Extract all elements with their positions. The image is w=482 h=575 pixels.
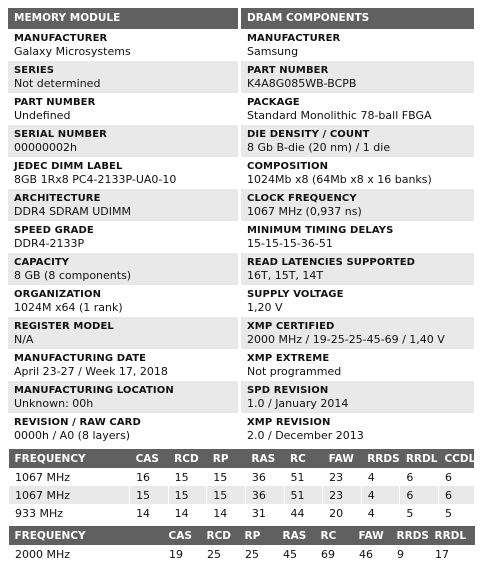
timing-cell: 17 — [429, 545, 475, 563]
timing-column-header: FAW — [323, 449, 362, 468]
dram-field-label: DIE DENSITY / COUNT — [247, 129, 370, 140]
timing-column-header: CAS — [163, 526, 201, 545]
module-field-label: SERIES — [14, 65, 55, 76]
module-field-value: 0000h / A0 (8 layers) — [14, 429, 131, 442]
dram-field-value: Samsung — [247, 45, 299, 58]
timing-cell: 31 — [245, 504, 284, 522]
dram-field — [241, 413, 474, 445]
timing-column-header: RRDL — [400, 449, 439, 468]
dram-field — [241, 317, 474, 349]
module-field — [8, 413, 238, 445]
timing-cell: 6 — [400, 468, 439, 486]
module-field — [8, 189, 238, 221]
module-field-value: Not determined — [14, 77, 101, 90]
timing-column-header: RC — [315, 526, 353, 545]
timing-cell: 46 — [353, 545, 391, 563]
timing-column-header: RRDL — [429, 526, 475, 545]
timing-cell: 51 — [284, 486, 323, 504]
timing-column-header: RAS — [277, 526, 315, 545]
timing-cell: 16 — [130, 468, 169, 486]
spec-row — [8, 61, 474, 93]
module-field — [8, 157, 238, 189]
timing-cell: 4 — [361, 468, 400, 486]
timing-header-row — [9, 449, 475, 468]
dram-field-value: 16T, 15T, 14T — [247, 269, 324, 282]
timing-column-header: FREQUENCY — [9, 449, 130, 468]
timing-row — [9, 486, 475, 504]
module-field-label: JEDEC DIMM LABEL — [14, 161, 123, 172]
timing-column-header: FAW — [353, 526, 391, 545]
timing-cell: 1067 MHz — [9, 486, 130, 504]
dram-field — [241, 349, 474, 381]
module-field — [8, 61, 238, 93]
module-field-value: April 23-27 / Week 17, 2018 — [14, 365, 168, 378]
dram-field-value: 1.0 / January 2014 — [247, 397, 349, 410]
timing-header-row — [9, 526, 475, 545]
timing-cell: 14 — [168, 504, 207, 522]
dram-components-header: DRAM COMPONENTS — [241, 8, 474, 29]
dram-field — [241, 93, 474, 125]
dram-field-value: 2.0 / December 2013 — [247, 429, 364, 442]
dram-field-value: Not programmed — [247, 365, 342, 378]
module-field — [8, 221, 238, 253]
timing-cell: 15 — [130, 486, 169, 504]
dram-field — [241, 381, 474, 413]
dram-field-label: SPD REVISION — [247, 385, 329, 396]
module-field-label: MANUFACTURER — [14, 33, 108, 44]
timing-cell: 15 — [207, 468, 246, 486]
timing-cell: 36 — [245, 468, 284, 486]
timing-cell: 45 — [277, 545, 315, 563]
timing-cell: 51 — [284, 468, 323, 486]
timing-row — [9, 468, 475, 486]
spec-rows — [8, 29, 474, 445]
timing-cell: 23 — [323, 468, 362, 486]
memory-module-header: MEMORY MODULE — [8, 8, 238, 29]
dram-field — [241, 125, 474, 157]
timing-column-header: RCD — [201, 526, 239, 545]
timing-cell: 20 — [323, 504, 362, 522]
timing-cell: 933 MHz — [9, 504, 130, 522]
dram-field — [241, 285, 474, 317]
timing-cell: 14 — [207, 504, 246, 522]
dram-field — [241, 157, 474, 189]
timing-cell: 6 — [400, 486, 439, 504]
dram-field-value: 1,20 V — [247, 301, 283, 314]
spec-row — [8, 413, 474, 445]
module-field-value: 1024M x64 (1 rank) — [14, 301, 123, 314]
dram-field-label: XMP EXTREME — [247, 353, 330, 364]
module-field-value: 8GB 1Rx8 PC4-2133P-UA0-10 — [14, 173, 177, 186]
spec-row — [8, 285, 474, 317]
spd-info-panel — [8, 8, 474, 563]
module-field — [8, 349, 238, 381]
dram-field — [241, 189, 474, 221]
timing-cell: 1067 MHz — [9, 468, 130, 486]
timing-cell: 25 — [239, 545, 277, 563]
dram-field-value: 1024Mb x8 (64Mb x8 x 16 banks) — [247, 173, 432, 186]
timing-cell: 9 — [391, 545, 429, 563]
spec-row — [8, 349, 474, 381]
jedec-timing-table — [8, 449, 474, 522]
module-field — [8, 285, 238, 317]
dram-field-label: SUPPLY VOLTAGE — [247, 289, 344, 300]
timing-cell: 2000 MHz — [9, 545, 163, 563]
module-field-value: Undefined — [14, 109, 71, 122]
dram-field — [241, 29, 474, 61]
timing-cell: 69 — [315, 545, 353, 563]
module-field-value: DDR4-2133P — [14, 237, 85, 250]
timing-cell: 19 — [163, 545, 201, 563]
spec-row — [8, 29, 474, 61]
spec-row — [8, 157, 474, 189]
timing-row — [9, 504, 475, 522]
module-field — [8, 29, 238, 61]
module-field-value: 8 GB (8 components) — [14, 269, 132, 282]
dram-field-label: COMPOSITION — [247, 161, 329, 172]
dram-field-label: READ LATENCIES SUPPORTED — [247, 257, 416, 268]
spec-row — [8, 317, 474, 349]
module-field — [8, 317, 238, 349]
module-field-label: PART NUMBER — [14, 97, 96, 108]
module-field-label: ORGANIZATION — [14, 289, 102, 300]
module-field-value: Unknown: 00h — [14, 397, 94, 410]
timing-cell: 15 — [168, 486, 207, 504]
dram-field-value: 8 Gb B-die (20 nm) / 1 die — [247, 141, 391, 154]
dram-field-label: XMP REVISION — [247, 417, 331, 428]
timing-column-header: RP — [239, 526, 277, 545]
timing-cell: 5 — [438, 504, 474, 522]
timing-column-header: FREQUENCY — [9, 526, 163, 545]
module-field — [8, 93, 238, 125]
dram-field-label: CLOCK FREQUENCY — [247, 193, 357, 204]
dram-field-label: PART NUMBER — [247, 65, 329, 76]
timing-column-header: RC — [284, 449, 323, 468]
module-field-value: N/A — [14, 333, 34, 346]
spec-row — [8, 253, 474, 285]
timing-cell: 14 — [130, 504, 169, 522]
timing-cell: 23 — [323, 486, 362, 504]
module-field — [8, 125, 238, 157]
dram-field-value: 1067 MHz (0,937 ns) — [247, 205, 362, 218]
module-field — [8, 381, 238, 413]
module-field-label: CAPACITY — [14, 257, 70, 268]
module-field-label: SERIAL NUMBER — [14, 129, 107, 140]
module-field-label: SPEED GRADE — [14, 225, 94, 236]
module-field — [8, 253, 238, 285]
module-field-label: ARCHITECTURE — [14, 193, 101, 204]
spec-row — [8, 93, 474, 125]
timing-cell: 15 — [168, 468, 207, 486]
timing-cell: 6 — [438, 486, 474, 504]
timing-column-header: CCDL — [438, 449, 474, 468]
section-header — [8, 8, 474, 29]
module-field-label: REGISTER MODEL — [14, 321, 114, 332]
spec-row — [8, 125, 474, 157]
dram-field — [241, 221, 474, 253]
spec-row — [8, 381, 474, 413]
timing-cell: 25 — [201, 545, 239, 563]
module-field-label: MANUFACTURING LOCATION — [14, 385, 174, 396]
module-field-value: Galaxy Microsystems — [14, 45, 131, 58]
dram-field-label: PACKAGE — [247, 97, 300, 108]
timing-column-header: CAS — [130, 449, 169, 468]
module-field-label: MANUFACTURING DATE — [14, 353, 147, 364]
xmp-timing-table — [8, 526, 475, 563]
module-field-label: REVISION / RAW CARD — [14, 417, 141, 428]
dram-field-value: 15-15-15-36-51 — [247, 237, 333, 250]
timing-row — [9, 545, 475, 563]
dram-field — [241, 253, 474, 285]
dram-field-value: K4A8G085WB-BCPB — [247, 77, 357, 90]
dram-field-label: XMP CERTIFIED — [247, 321, 335, 332]
timing-cell: 15 — [207, 486, 246, 504]
timing-cell: 36 — [245, 486, 284, 504]
timing-column-header: RRDS — [391, 526, 429, 545]
module-field-value: 00000002h — [14, 141, 77, 154]
spec-row — [8, 221, 474, 253]
timing-cell: 5 — [400, 504, 439, 522]
timing-column-header: RRDS — [361, 449, 400, 468]
dram-field-value: Standard Monolithic 78-ball FBGA — [247, 109, 432, 122]
timing-cell: 6 — [438, 468, 474, 486]
module-field-value: DDR4 SDRAM UDIMM — [14, 205, 131, 218]
timing-column-header: RP — [207, 449, 246, 468]
dram-field-value: 2000 MHz / 19-25-25-45-69 / 1,40 V — [247, 333, 445, 346]
timing-cell: 4 — [361, 504, 400, 522]
dram-field — [241, 61, 474, 93]
timing-cell: 44 — [284, 504, 323, 522]
spec-row — [8, 189, 474, 221]
timing-column-header: RAS — [245, 449, 284, 468]
dram-field-label: MINIMUM TIMING DELAYS — [247, 225, 394, 236]
timing-cell: 4 — [361, 486, 400, 504]
timing-column-header: RCD — [168, 449, 207, 468]
dram-field-label: MANUFACTURER — [247, 33, 341, 44]
